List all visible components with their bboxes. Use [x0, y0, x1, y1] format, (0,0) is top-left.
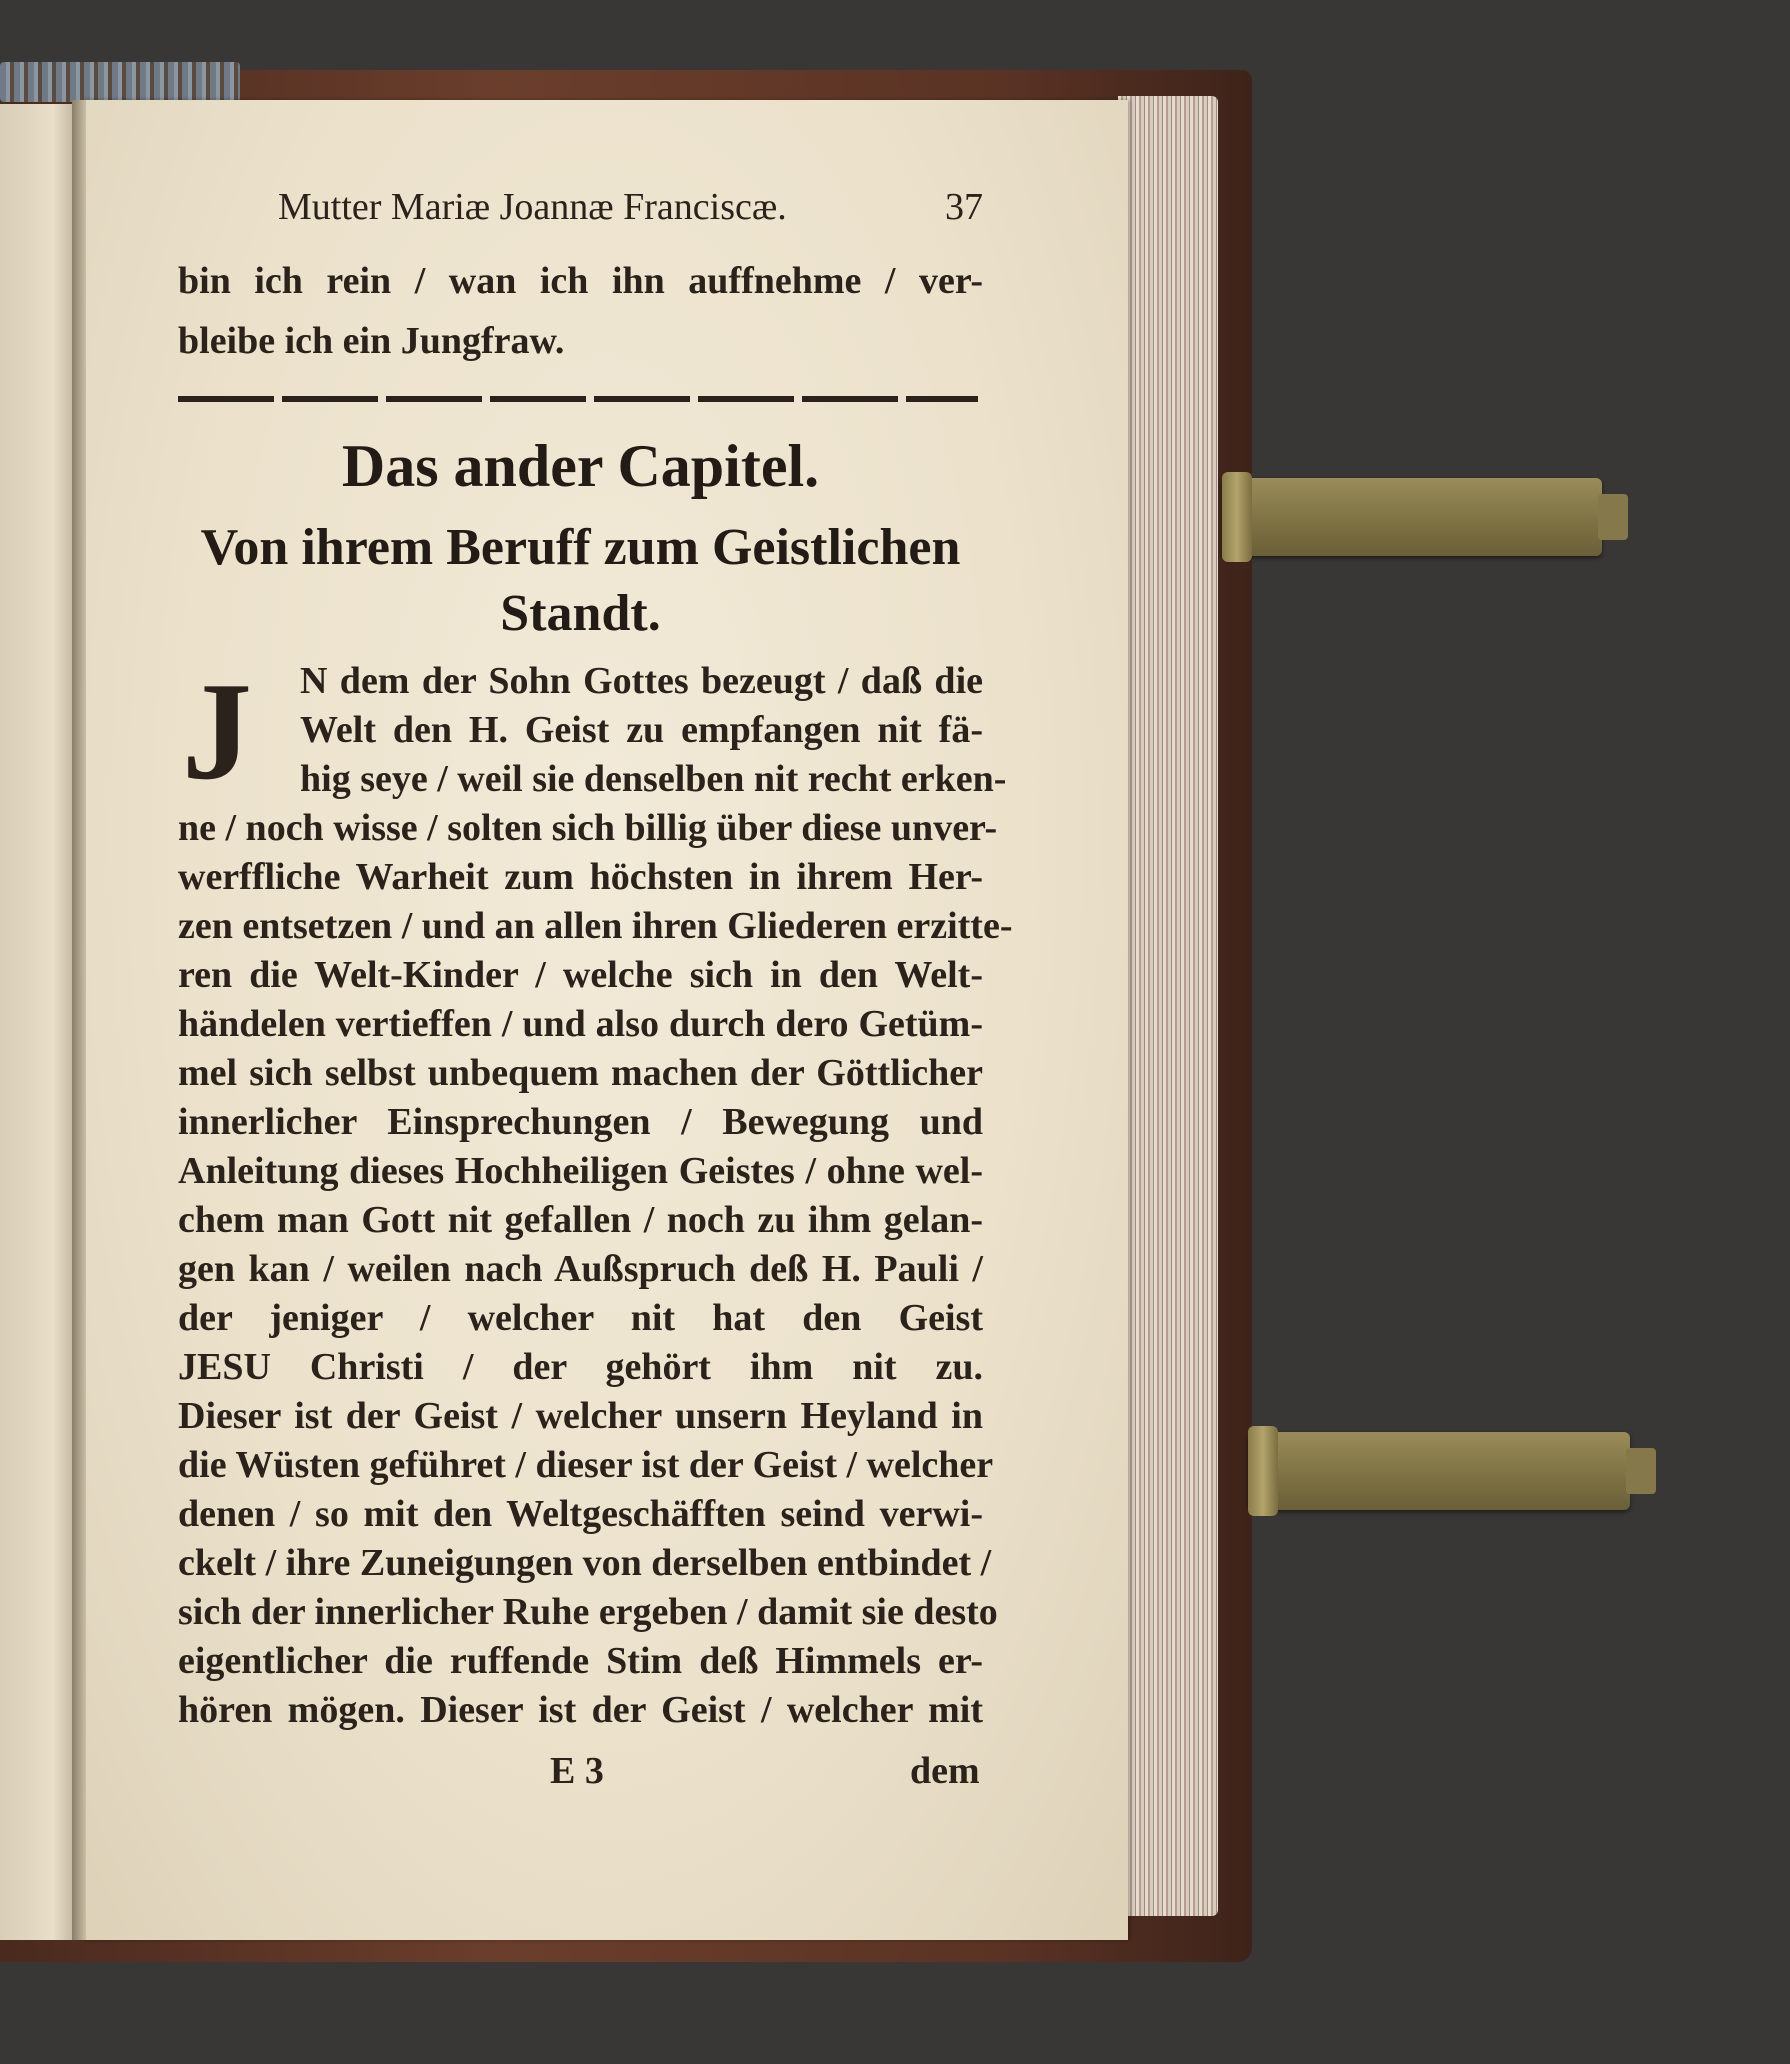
- text-line: ren die Welt-Kinder / welche sich in den Welt-: [178, 954, 983, 996]
- section-divider: [178, 396, 978, 402]
- left-page-edge: [0, 104, 76, 1940]
- catchword: dem: [910, 1750, 980, 1792]
- clasp-hinge: [1248, 1426, 1278, 1516]
- clasp-top: [1222, 478, 1602, 556]
- gutter: [72, 100, 86, 1940]
- clasp-hinge: [1222, 472, 1252, 562]
- chapter-subtitle: Standt.: [500, 585, 661, 642]
- text-line: Anleitung dieses Hochheiligen Geistes / ohne wel-: [178, 1150, 983, 1192]
- text-line: mel sich selbst unbequem machen der Göttlicher: [178, 1052, 983, 1094]
- text-line: die Wüsten geführet / dieser ist der Geist / welcher: [178, 1444, 994, 1486]
- text-line: sich der innerlicher Ruhe ergeben / damit sie desto: [178, 1591, 998, 1633]
- running-head-title: Mutter Mariæ Joannæ Franciscæ.: [278, 186, 787, 228]
- text-line: chem man Gott nit gefallen / noch zu ihm gelan-: [178, 1199, 983, 1241]
- text-line: ckelt / ihre Zuneigungen von derselben entbindet /: [178, 1542, 992, 1584]
- text-line: N dem der Sohn Gottes bezeugt / daß die: [300, 660, 983, 702]
- text-line: hören mögen. Dieser ist der Geist / welcher mit: [178, 1689, 983, 1731]
- text-line: Welt den H. Geist zu empfangen nit fä-: [300, 709, 983, 751]
- text-line: ne / noch wisse / solten sich billig über diese unver-: [178, 807, 998, 849]
- drop-cap: J: [182, 654, 252, 809]
- text-line: innerlicher Einsprechungen / Bewegung und: [178, 1101, 983, 1143]
- page-number: 37: [945, 186, 983, 228]
- text-line: gen kan / weilen nach Außspruch deß H. Pauli /: [178, 1248, 983, 1290]
- clasp-bottom: [1248, 1432, 1630, 1510]
- text-line: denen / so mit den Weltgeschäfften seind verwi-: [178, 1493, 983, 1535]
- text-line: JESU Christi / der gehört ihm nit zu.: [178, 1346, 983, 1388]
- text-line: zen entsetzen / und an allen ihren Gliederen erzitte-: [178, 905, 1013, 947]
- chapter-title: Das ander Capitel.: [341, 433, 820, 499]
- running-head: [178, 188, 983, 226]
- text-line: der jeniger / welcher nit hat den Geist: [178, 1297, 983, 1339]
- text-line: händelen vertieffen / und also durch dero Getüm-: [178, 1003, 983, 1045]
- clasp-tip: [1598, 494, 1628, 540]
- signature-mark: E 3: [550, 1750, 604, 1792]
- text-line: Dieser ist der Geist / welcher unsern Heyland in: [178, 1395, 983, 1437]
- clasp-tip: [1626, 1448, 1656, 1494]
- text-line: werffliche Warheit zum höchsten in ihrem Her-: [178, 856, 983, 898]
- text-line: bleibe ich ein Jungfraw.: [178, 320, 565, 362]
- headband: [0, 62, 240, 102]
- chapter-subtitle: Von ihrem Beruff zum Geistlichen: [200, 519, 961, 576]
- text-line: eigentlicher die ruffende Stim deß Himmels er-: [178, 1640, 983, 1682]
- page-fore-edge: [1118, 96, 1218, 1916]
- text-line: hig seye / weil sie denselben nit recht erken-: [300, 758, 1007, 800]
- text-line: bin ich rein / wan ich ihn auffnehme / ver-: [178, 260, 983, 302]
